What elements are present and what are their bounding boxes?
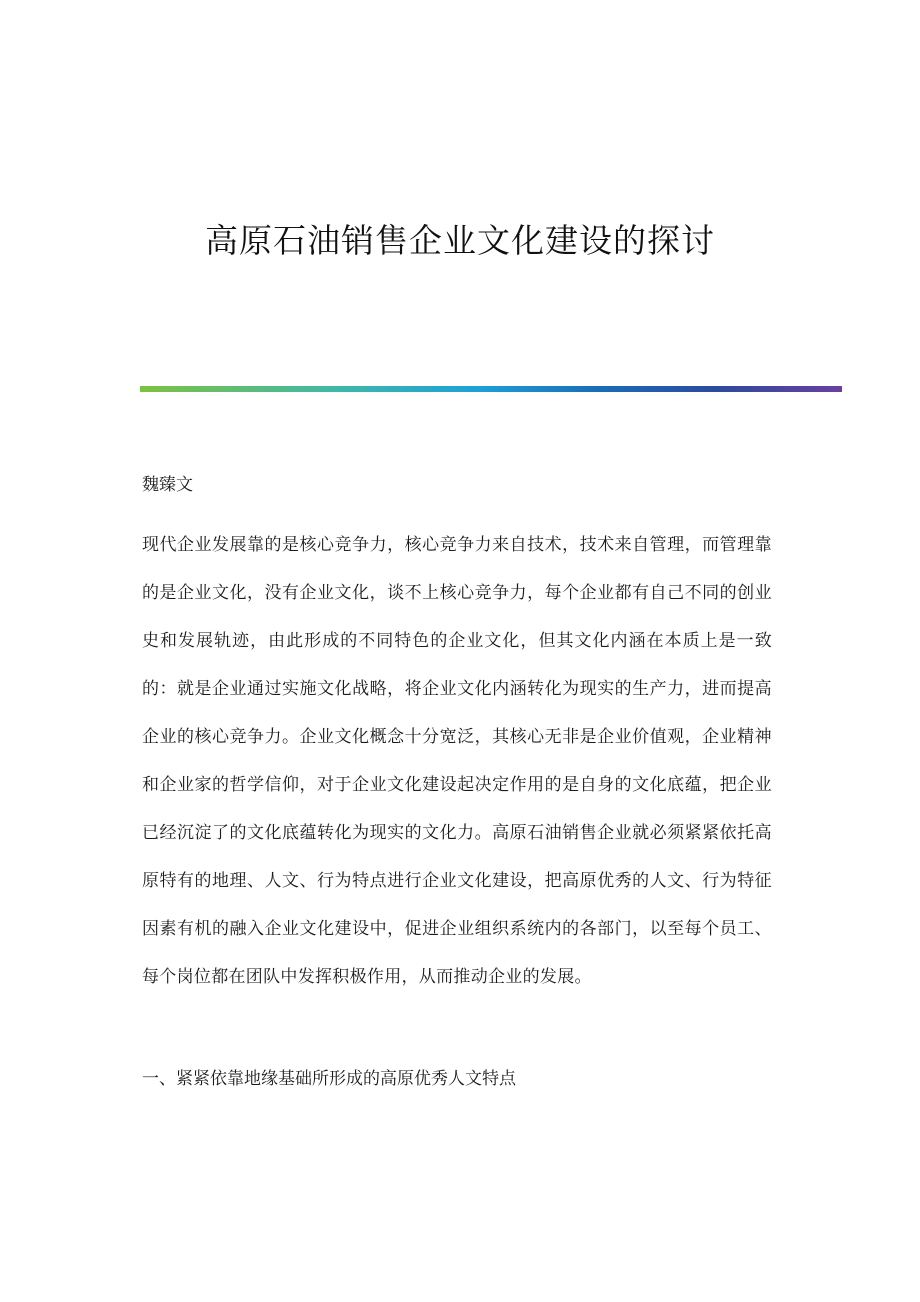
section-heading: 一、紧紧依靠地缘基础所形成的高原优秀人文特点	[142, 1069, 516, 1089]
author-name: 魏臻文	[142, 475, 193, 495]
body-paragraph: 现代企业发展靠的是核心竞争力，核心竞争力来自技术，技术来自管理，而管理靠的是企业文化，没有企业文化，谈不上核心竞争力，每个企业都有自己不同的创业史和发展轨迹，由此形成的不同特色的企业文化，但其文化内涵在本质上是一致的：就是企业通过实施文化战略，将企业文化内涵转化为现实的生产力，进而提高企业的核心竞争力。企业文化概念十分宽泛，其核心无非是企业价值观，企业精神和企业家的哲学信仰，对于企业文化建设起决定作用的是自身的文化底蕴，把企业已经沉淀了的文化底蕴转化为现实的文化力。高原石油销售企业就必须紧紧依托高原特有的地理、人文、行为特点进行企业文化建设，把高原优秀的人文、行为特征因素有机的融入企业文化建设中，促进企业组织系统内的各部门，以至每个员工、每个岗位都在团队中发挥积极作用，从而推动企业的发展。	[142, 535, 772, 987]
page-title: 高原石油销售企业文化建设的探讨	[205, 221, 715, 260]
title-divider	[140, 386, 842, 392]
